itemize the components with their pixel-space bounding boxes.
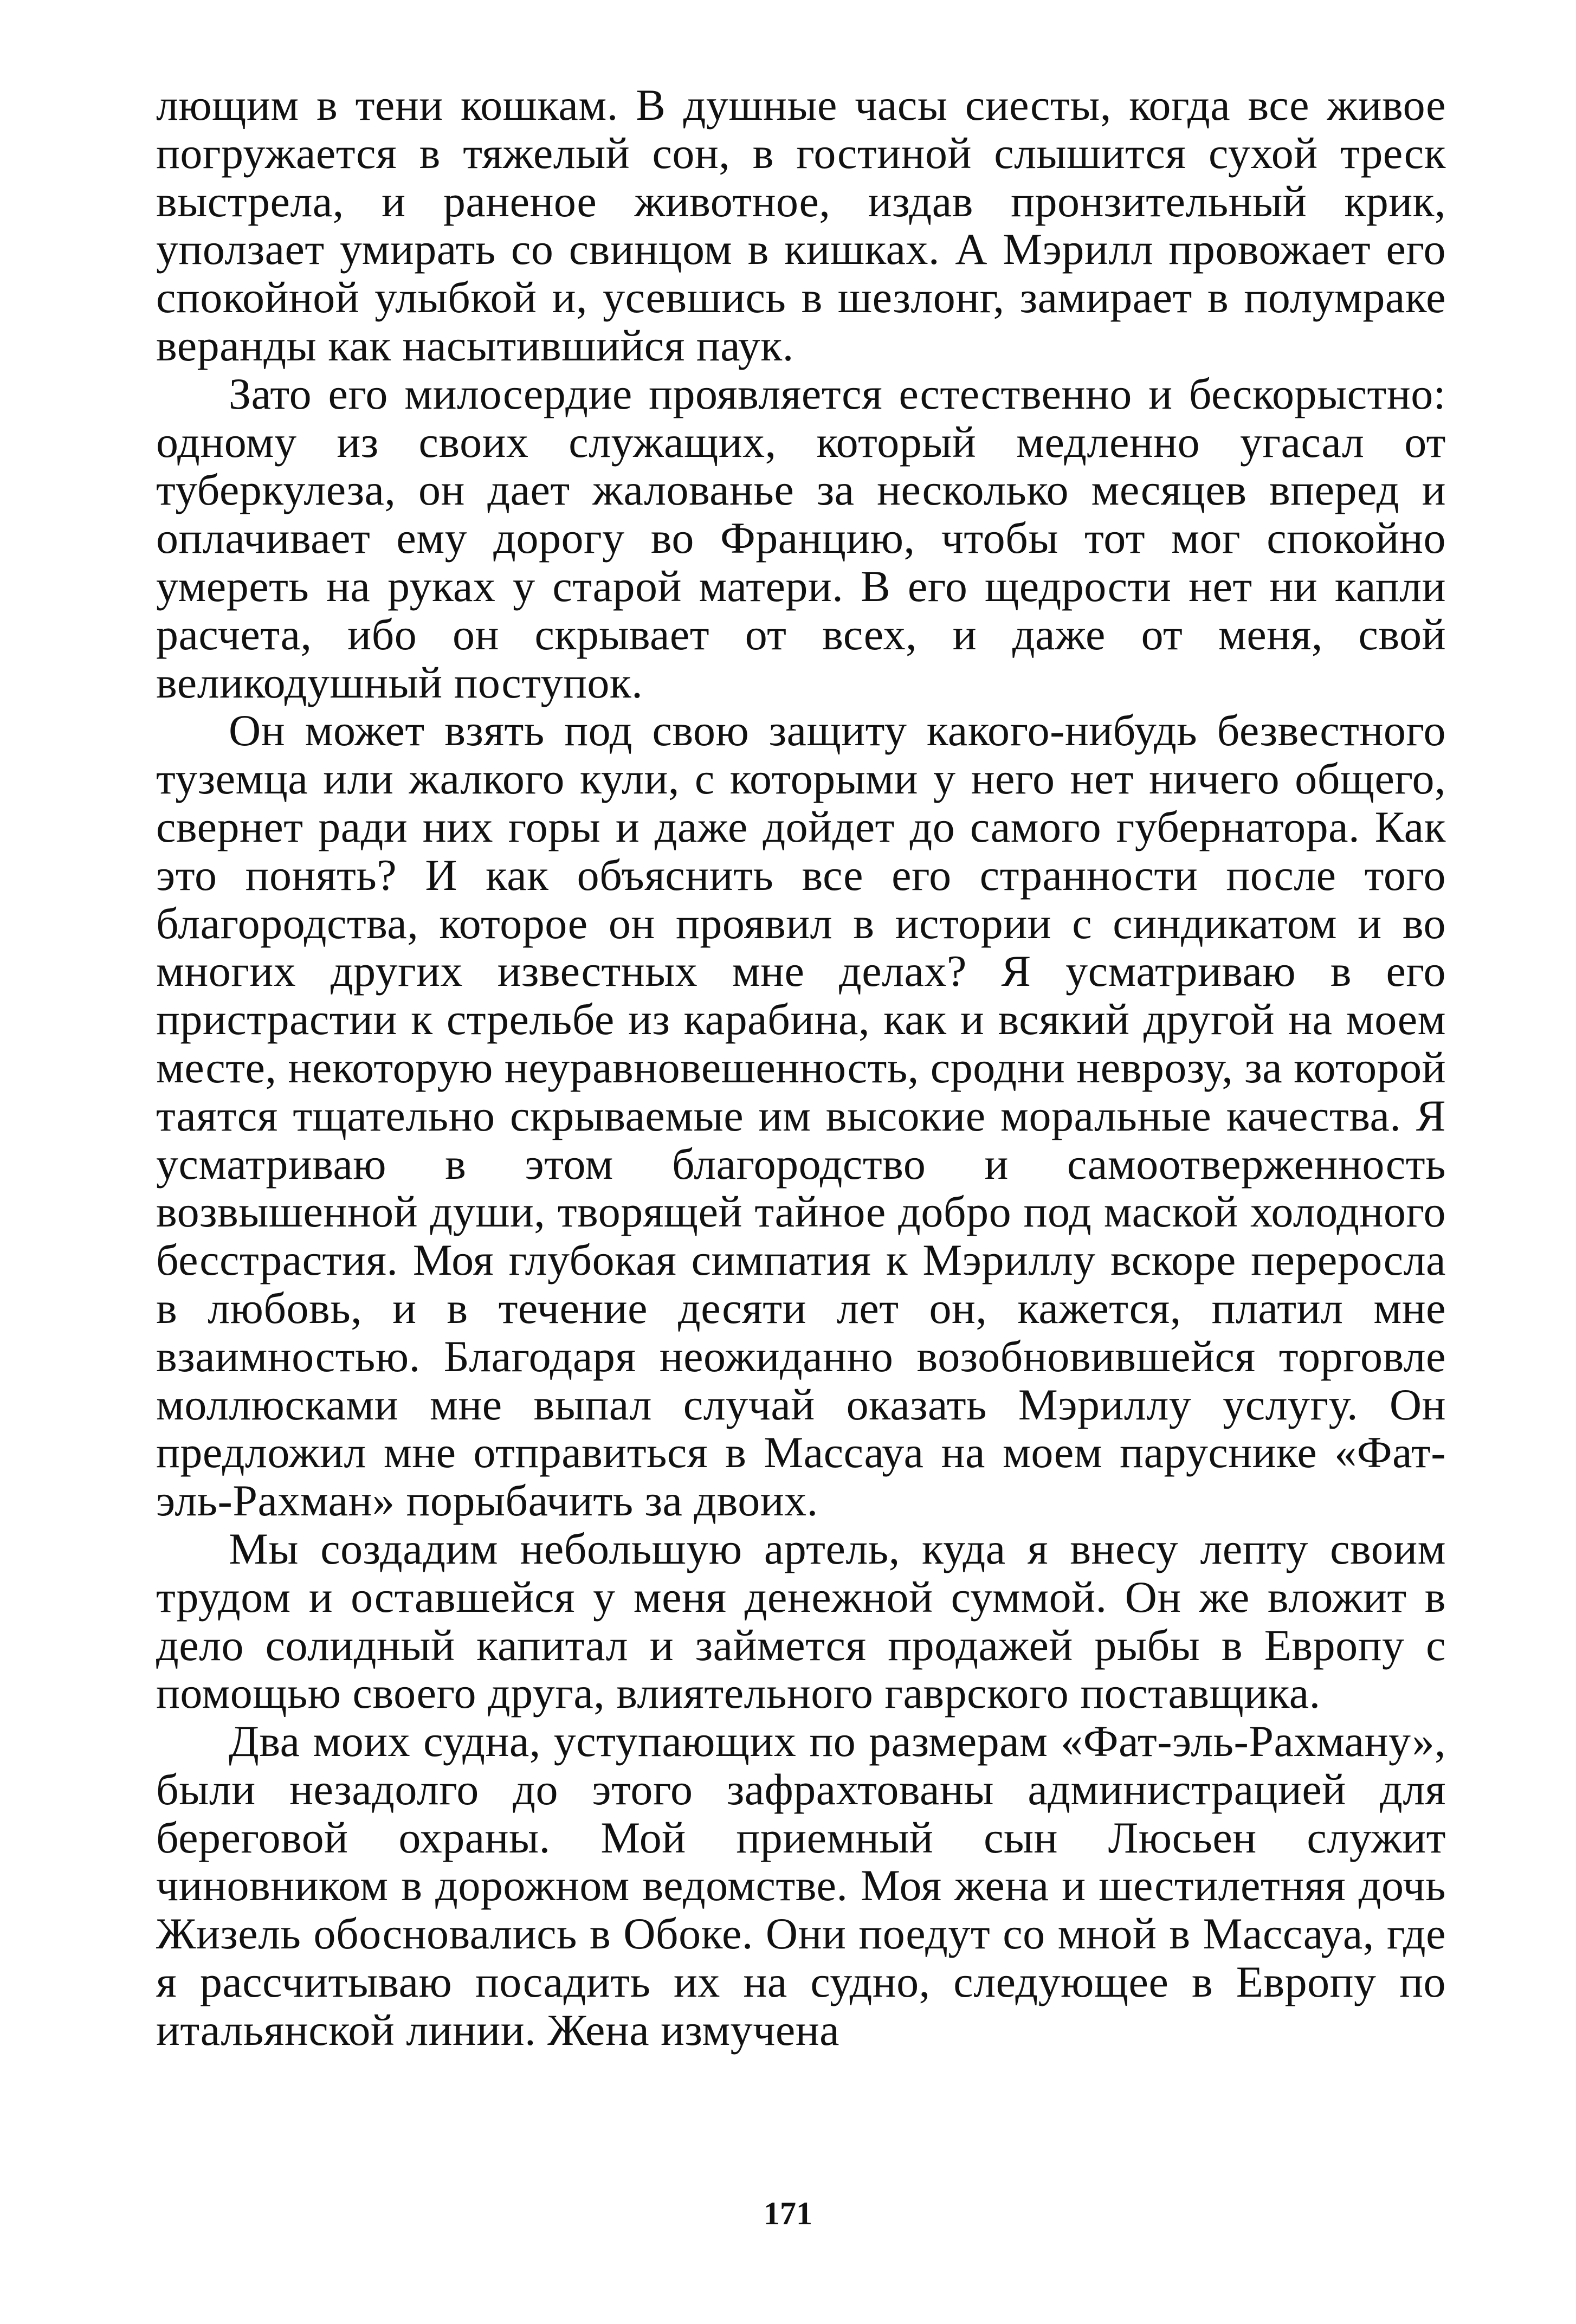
paragraph-1: лющим в тени кошкам. В душные часы сиесты, когда все живое погружается в тяжелый сон, в гостиной слышится сухой треск выстрела, и раненое животное, издав пронзительный крик, уползает умирать со свинцом в кишках. А Мэрилл провожает его спокойной улыбкой и, усевшись в шезлонг, замирает в полумраке веранды как насытившийся паук. xyxy=(156,80,1446,370)
paragraph-5: Два моих судна, уступающих по размерам «Фат-эль-Рахману», были незадолго до этого зафрахтованы администрацией для береговой охраны. Мой приемный сын Люсьен служит чиновником в дорожном ведомстве. Моя жена и шестилетняя дочь Жизель обосновались в Обоке. Они поедут со мной в Массауа, где я рассчитываю посадить их на судно, следующее в Европу по итальянской линии. Жена измучена xyxy=(156,1716,1446,2055)
paragraph-2: Зато его милосердие проявляется естественно и бескорыстно: одному из своих служащих, который медленно угасал от туберкулеза, он дает жалованье за несколько месяцев вперед и оплачивает ему дорогу во Францию, чтобы тот мог спокойно умереть на руках у старой матери. В его щедрости нет ни капли расчета, ибо он скрывает от всех, и даже от меня, свой великодушный поступок. xyxy=(156,369,1446,707)
paragraph-3: Он может взять под свою защиту какого-нибудь безвестного туземца или жалкого кули, с которыми у него нет ничего общего, свернет ради них горы и даже дойдет до самого губернатора. Как это понять? И как объяснить все его странности после того благородства, которое он проявил в истории с синдикатом и во многих других известных мне делах? Я усматриваю в его пристрастии к стрельбе из карабина, как и всякий другой на моем месте, некоторую неуравновешенность, сродни неврозу, за которой таятся тщательно скрываемые им высокие моральные качества. Я усматриваю в этом благородство и самоотверженность возвышенной души, творящей тайное добро под маской холодного бесстрастия. Моя глубокая симпатия к Мэриллу вскоре переросла в любовь, и в течение десяти лет он, кажется, платил мне взаимностью. Благодаря неожиданно возобновившейся торговле моллюсками мне выпал случай оказать Мэриллу услугу. Он предложил мне отправиться в Массауа на моем паруснике «Фат-эль-Рахман» порыбачить за двоих. xyxy=(156,706,1446,1526)
paragraph-4: Мы создадим небольшую артель, куда я внесу лепту своим трудом и оставшейся у меня денежной суммой. Он же вложит в дело солидный капитал и займется продажей рыбы в Европу с помощью своего друга, влиятельного гаврского поставщика. xyxy=(156,1523,1446,1718)
page-body xyxy=(156,81,1446,2055)
page-number: 171 xyxy=(764,2196,812,2231)
